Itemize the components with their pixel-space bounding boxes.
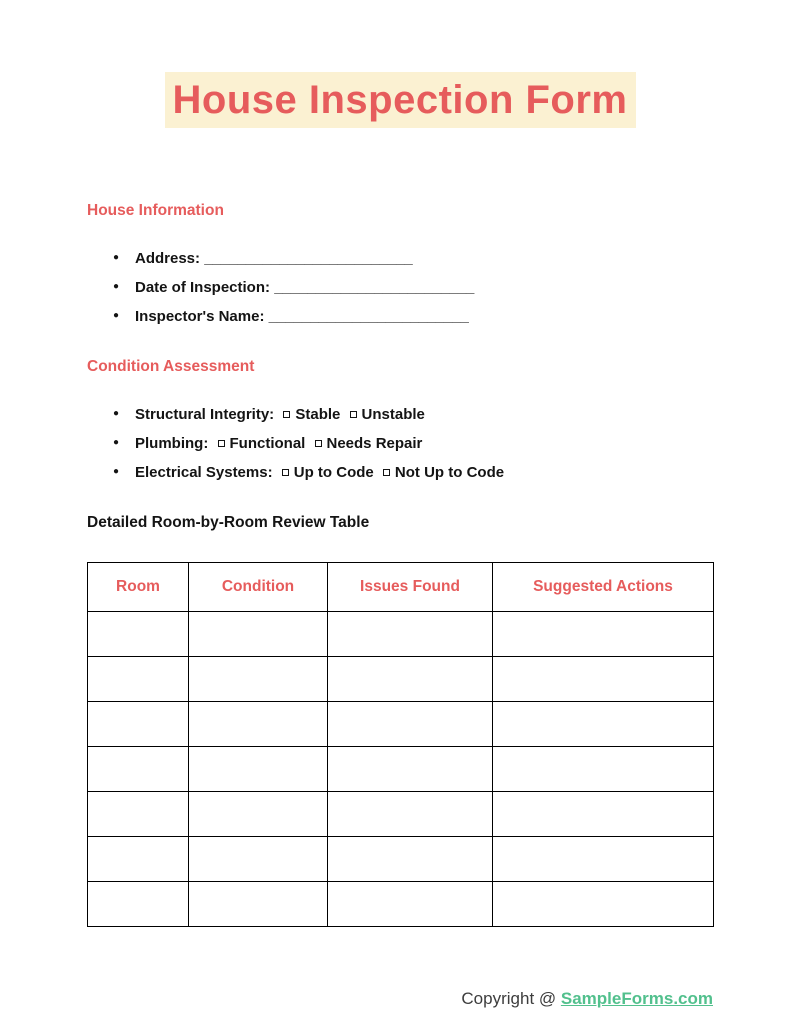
field-label-structural-integrity: Structural Integrity: <box>135 406 275 423</box>
field-label-electrical-systems: Electrical Systems: <box>135 464 273 481</box>
list-item-structural-integrity <box>87 407 713 423</box>
table-cell <box>189 792 328 837</box>
field-label-date-of-inspection: Date of Inspection: <box>135 279 271 296</box>
option-label-not-up-to-code: Not Up to Code <box>394 464 505 481</box>
sampleforms-link[interactable]: SampleForms.com <box>560 989 713 1008</box>
title-row <box>0 0 800 128</box>
page-title: House Inspection Form <box>165 72 636 128</box>
option-label-functional: Functional <box>229 435 306 452</box>
bullet-icon <box>113 253 119 263</box>
field-label-address: Address: <box>135 250 201 267</box>
field-label-plumbing: Plumbing: <box>135 435 209 452</box>
table-header-row <box>88 563 714 612</box>
checkbox-icon <box>283 411 290 418</box>
table-row <box>88 747 714 792</box>
table-cell <box>88 747 189 792</box>
option-not-up-to-code <box>380 464 504 481</box>
house-information-list <box>87 251 713 325</box>
section-heading-condition-assessment: Condition Assessment <box>87 358 255 375</box>
table-row <box>88 792 714 837</box>
option-label-needs-repair: Needs Repair <box>326 435 423 452</box>
table-cell <box>493 612 714 657</box>
table-cell <box>328 702 493 747</box>
table-cell <box>88 612 189 657</box>
blank-line-date-of-inspection: ________________________ <box>274 279 475 296</box>
condition-assessment-list <box>87 407 713 481</box>
list-item-plumbing <box>87 436 713 452</box>
table-cell <box>328 747 493 792</box>
checkbox-icon <box>315 440 322 447</box>
list-item-inspector-name <box>87 309 713 325</box>
table-row <box>88 612 714 657</box>
copyright-text: Copyright @ <box>461 989 557 1008</box>
checkbox-icon <box>282 469 289 476</box>
checkbox-icon <box>218 440 225 447</box>
table-cell <box>189 657 328 702</box>
table-cell <box>493 882 714 927</box>
option-needs-repair <box>312 435 423 452</box>
table-cell <box>328 657 493 702</box>
table-cell <box>328 792 493 837</box>
option-label-stable: Stable <box>295 406 341 423</box>
table-row <box>88 657 714 702</box>
table-cell <box>493 657 714 702</box>
room-review-table <box>87 562 714 927</box>
table-cell <box>189 612 328 657</box>
option-label-up-to-code: Up to Code <box>293 464 374 481</box>
table-cell <box>189 882 328 927</box>
blank-line-inspector-name: ________________________ <box>268 308 469 325</box>
column-header-room: Room <box>88 563 189 612</box>
option-functional <box>215 435 306 452</box>
bullet-icon <box>113 467 119 477</box>
blank-line-address: _________________________ <box>204 250 413 267</box>
table-cell <box>88 792 189 837</box>
list-item-address <box>87 251 713 267</box>
table-cell <box>328 837 493 882</box>
column-header-condition: Condition <box>189 563 328 612</box>
column-header-issues-found: Issues Found <box>328 563 493 612</box>
bullet-icon <box>113 409 119 419</box>
option-up-to-code <box>279 464 374 481</box>
list-item-electrical-systems <box>87 465 713 481</box>
table-cell <box>88 657 189 702</box>
table-cell <box>328 882 493 927</box>
table-cell <box>493 792 714 837</box>
table-cell <box>88 837 189 882</box>
table-cell <box>189 702 328 747</box>
document-content <box>0 202 800 927</box>
option-stable <box>280 406 340 423</box>
table-cell <box>493 837 714 882</box>
checkbox-icon <box>350 411 357 418</box>
field-label-inspector-name: Inspector's Name: <box>135 308 265 325</box>
table-row <box>88 837 714 882</box>
checkbox-icon <box>383 469 390 476</box>
table-cell <box>88 882 189 927</box>
section-heading-house-information: House Information <box>87 202 224 219</box>
table-cell <box>88 702 189 747</box>
footer <box>0 989 800 1009</box>
table-cell <box>189 747 328 792</box>
table-cell <box>328 612 493 657</box>
column-header-suggested-actions: Suggested Actions <box>493 563 714 612</box>
option-unstable <box>347 406 425 423</box>
bullet-icon <box>113 438 119 448</box>
table-row <box>88 702 714 747</box>
table-cell <box>189 837 328 882</box>
table-cell <box>493 747 714 792</box>
bullet-icon <box>113 282 119 292</box>
table-cell <box>493 702 714 747</box>
bullet-icon <box>113 311 119 321</box>
list-item-date-of-inspection <box>87 280 713 296</box>
option-label-unstable: Unstable <box>361 406 425 423</box>
table-row <box>88 882 714 927</box>
review-table-caption: Detailed Room-by-Room Review Table <box>87 514 370 531</box>
